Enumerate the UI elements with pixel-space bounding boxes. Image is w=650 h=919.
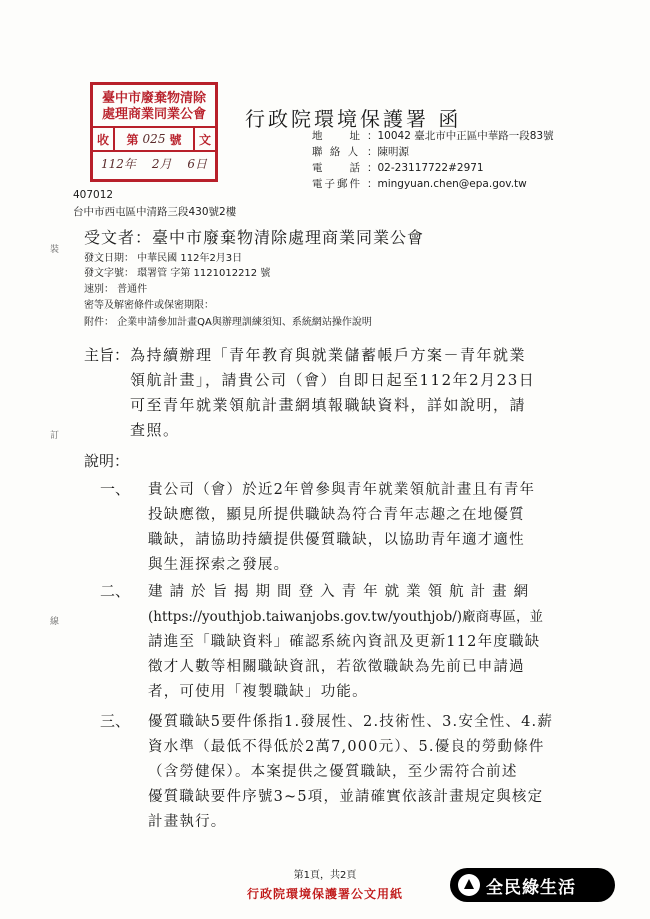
item-line: （含勞健保）。本案提供之優質職缺，至少需符合前述 — [148, 764, 518, 780]
meta-attachment: 附件： 企業申請參加計畫QA與辦理訓練須知、系統網站操作說明 — [84, 317, 372, 328]
recipient: 受文者：臺中市廢棄物清除處理商業同業公會 — [84, 228, 425, 247]
contact-email — [312, 176, 527, 191]
item-line: 投缺應徵，顯見所提供職缺為符合青年志趣之在地優質 — [148, 507, 525, 523]
item-line: 請進至「職缺資料」確認系統內資訊及更新112年度職缺 — [148, 634, 541, 650]
stamp-date — [93, 152, 215, 174]
item-line: 優質職缺5要件係指1.發展性、2.技術性、3.安全性、4.薪 — [148, 714, 554, 730]
stamp-recv-number: 025 — [142, 132, 166, 146]
stamp-org-line2: 處理商業同業公會 — [101, 107, 206, 122]
item-number: 一、 — [100, 480, 131, 498]
page-number: 第1頁，共2頁 — [293, 870, 357, 881]
agency-title: 行政院環境保護署 函 — [245, 107, 462, 131]
stamp-recv-label: 收 — [93, 128, 115, 150]
item-line: 資水準（最低不得低於2萬7,000元）、5.優良的勞動條件 — [148, 739, 545, 755]
contact-person — [312, 144, 409, 159]
meta-speed: 速別： 普通件 — [84, 284, 148, 295]
contact-address — [312, 128, 554, 143]
contact-key: 電子郵件 — [312, 178, 362, 190]
item-line: 者，可使用「複製職缺」功能。 — [148, 684, 368, 700]
item-number: 二、 — [100, 582, 131, 600]
meta-number: 發文字號： 環署管 字第 1121012212 號 — [84, 268, 271, 279]
stamp-recv-type: 文 — [198, 132, 211, 147]
subject-line: 為持續辦理「青年教育與就業儲蓄帳戶方案－青年就業 — [130, 346, 527, 364]
item-line: 職缺，請協助持續提供優質職缺，以協助青年適才適性 — [148, 532, 525, 548]
subject-line: 查照。 — [130, 421, 180, 439]
edge-mark: 線 — [50, 617, 60, 627]
item-line: (https://youthjob.taiwanjobs.gov.tw/youthjob/)廠商專區，並 — [148, 609, 544, 625]
item-line: 與生涯探索之發展。 — [148, 557, 290, 573]
subject-label: 主旨： — [84, 346, 130, 364]
address-zip: 407012 — [73, 189, 114, 201]
receipt-stamp — [90, 82, 218, 182]
item-line: 建 請 於 旨 揭 期 間 登 入 青 年 就 業 領 航 計 畫 網 — [148, 584, 530, 600]
contact-value: ：陳明源 — [367, 146, 409, 158]
contact-key: 地 址 — [312, 130, 362, 142]
contact-key: 電 話 — [312, 162, 362, 174]
stamp-number-row — [93, 128, 215, 152]
item-line: 優質職缺要件序號3~5項，並請確實依該計畫規定與核定 — [148, 789, 544, 805]
contact-value: ：10042 臺北市中正區中華路一段83號 — [367, 130, 554, 142]
subject-line: 可至青年就業領航計畫網填報職缺資料，詳如說明，請 — [130, 396, 527, 414]
stamp-recv-word: 第 — [126, 132, 139, 147]
stamp-date-month: 2月 — [151, 156, 172, 171]
edge-mark: 訂 — [50, 431, 60, 441]
item-line: 貴公司（會）於近2年曾參與青年就業領航計畫且有青年 — [148, 482, 536, 498]
mountain-icon — [458, 874, 480, 896]
address-street: 台中市西屯區中清路三段430號2樓 — [73, 206, 237, 218]
logo-text: 全民綠生活 — [486, 877, 576, 898]
item-line: 計畫執行。 — [148, 814, 227, 830]
official-paper-label: 行政院環境保護署公文用紙 — [246, 887, 403, 901]
stamp-org — [93, 85, 215, 128]
stamp-date-row — [93, 152, 215, 174]
item-number: 三、 — [100, 712, 131, 730]
subject-line: 領航計畫」，請貴公司（會）自即日起至112年2月23日 — [130, 371, 536, 389]
explanation-label: 說明： — [84, 452, 130, 470]
contact-key: 聯 絡 人 — [312, 146, 361, 158]
item-line: 徵才人數等相關職缺資訊，若欲徵職缺為先前已申請過 — [148, 659, 525, 675]
contact-phone — [312, 160, 484, 175]
stamp-org-line1: 臺中市廢棄物清除 — [101, 91, 206, 106]
edge-mark: 裝 — [50, 245, 60, 255]
meta-date: 發文日期： 中華民國 112年2月3日 — [84, 253, 243, 264]
contact-value: ：mingyuan.chen@epa.gov.tw — [367, 178, 527, 190]
green-life-logo — [450, 868, 615, 902]
stamp-recv-suffix: 號 — [169, 132, 182, 147]
stamp-number-cell — [115, 128, 195, 150]
stamp-date-day: 6日 — [187, 156, 208, 171]
contact-value: ：02-23117722#2971 — [367, 162, 484, 174]
stamp-date-year: 112年 — [100, 156, 136, 171]
meta-secrecy: 密等及解密條件或保密期限： — [84, 300, 214, 311]
